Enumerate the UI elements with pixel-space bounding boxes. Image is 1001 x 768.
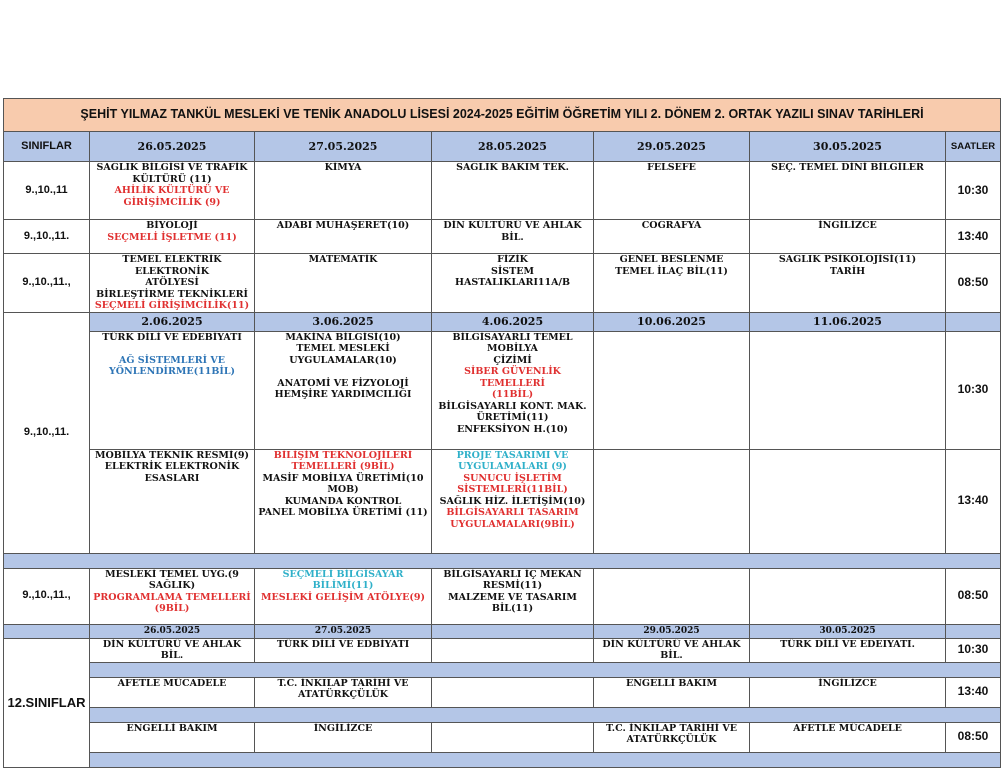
exam-subject-line: SAĞLIK) xyxy=(148,580,196,591)
date-cell-empty xyxy=(946,624,1001,638)
table-row xyxy=(4,162,1001,220)
exam-subject-line: GİRİŞİMCİLİK (9) xyxy=(123,196,221,208)
exam-subject-line: PROJE TASARIMI VE xyxy=(456,449,569,461)
exam-subject-line: BİRLEŞTİRME TEKNİKLERİ xyxy=(96,288,248,300)
exam-subject-line: SAĞLIK PSİKOLOJİSİ(11) xyxy=(778,254,917,265)
header-date: 26.05.2025 xyxy=(90,132,255,162)
time-cell: 10:30 xyxy=(946,638,1001,662)
exam-subject-line: MASİF MOBİLYA ÜRETİMİ(10 MOB) xyxy=(262,472,424,495)
grade12-date-row xyxy=(4,624,1001,638)
exam-subject-line: MESLEKİ GELİŞİM ATÖLYE(9) xyxy=(260,591,426,603)
exam-cell xyxy=(750,220,946,254)
table-row xyxy=(4,254,1001,313)
exam-subject-line: HEMŞİRE YARDIMCILIĞI xyxy=(274,389,412,400)
exam-subject-line: BİLGİSAYARLI KONT. MAK. xyxy=(438,400,587,412)
separator xyxy=(90,752,1001,767)
separator xyxy=(4,553,1001,568)
exam-cell xyxy=(90,677,255,707)
exam-cell xyxy=(255,331,432,449)
exam-cell xyxy=(255,162,432,220)
exam-cell xyxy=(432,677,594,707)
week2-date-row xyxy=(4,312,1001,331)
date-cell-empty xyxy=(4,624,90,638)
exam-subject-line: AHİLİK KÜLTÜRÜ VE xyxy=(114,185,230,196)
table-row xyxy=(4,677,1001,707)
exam-subject-line: ESASLARI xyxy=(144,472,200,484)
exam-subject-line: AĞ SİSTEMLERİ VE xyxy=(119,354,225,366)
exam-cell xyxy=(90,162,255,220)
exam-subject-line: SEÇMELİ BİLGİSAYAR BİLİMİ(11) xyxy=(282,568,404,591)
exam-subject-line: SİSTEM HASTALIKLARI11A/B xyxy=(455,265,570,288)
time-cell: 08:50 xyxy=(946,254,1001,313)
exam-subject-line: SAĞLIK BİLGİSİ VE TRAFİK xyxy=(96,162,248,173)
class-cell: 9.,10.,11., xyxy=(4,568,90,624)
exam-subject-line: TEMEL ELEKTRİK ELEKTRONİK xyxy=(122,254,222,277)
exam-cell xyxy=(594,722,750,752)
exam-cell xyxy=(432,638,594,662)
exam-subject-line: ADABI MUHAŞERET(10) xyxy=(276,220,410,231)
exam-subject-line: MATEMATİK xyxy=(308,254,378,265)
date-cell: 26.05.2025 xyxy=(90,624,255,638)
time-cell: 13:40 xyxy=(946,449,1001,553)
exam-subject-line: (11BİL) xyxy=(491,389,534,400)
exam-subject-line: DİN KÜLTÜRÜ VE AHLAK BİL. xyxy=(102,638,242,661)
separator-row xyxy=(4,662,1001,677)
exam-cell xyxy=(255,220,432,254)
date-cell: 30.05.2025 xyxy=(750,624,946,638)
date-cell: 10.06.2025 xyxy=(594,312,750,331)
exam-subject-line: SEÇMELİ İŞLETME (11) xyxy=(107,231,237,243)
exam-subject-line: KİMYA xyxy=(324,162,362,173)
exam-subject-line: COĞRAFYA xyxy=(641,220,702,231)
time-cell: 13:40 xyxy=(946,677,1001,707)
exam-subject-line: MOBİLYA TEKNİK RESMİ(9) xyxy=(94,449,249,461)
exam-subject-line: ATÖLYESİ xyxy=(145,277,199,288)
exam-cell xyxy=(90,254,255,313)
exam-cell xyxy=(594,331,750,449)
date-cell: 29.05.2025 xyxy=(594,624,750,638)
exam-subject-line: MALZEME VE TASARIM BİL(11) xyxy=(448,591,577,614)
exam-subject-line: T.C. İNKILAP TARİHİ VE xyxy=(277,677,409,689)
date-cell: 11.06.2025 xyxy=(750,312,946,331)
exam-cell xyxy=(750,331,946,449)
exam-subject-line: GENEL BESLENME xyxy=(619,254,724,265)
exam-cell xyxy=(750,722,946,752)
exam-cell xyxy=(750,568,946,624)
table-row xyxy=(4,722,1001,752)
schedule-table xyxy=(3,98,1001,768)
exam-cell xyxy=(750,638,946,662)
title-row xyxy=(4,99,1001,132)
date-cell: 4.06.2025 xyxy=(432,312,594,331)
exam-subject-line: AFETLE MÜCADELE xyxy=(117,677,227,689)
exam-subject-line: ÜRETİMİ(11) xyxy=(476,412,549,423)
exam-subject-line: TÜRK DİLİ VE EDEBİYATI xyxy=(102,331,242,343)
exam-cell xyxy=(594,638,750,662)
exam-subject-line: KUMANDA KONTROL xyxy=(284,495,402,507)
header-siniflar: SINIFLAR xyxy=(4,132,90,162)
exam-subject-line: TARİH xyxy=(829,265,866,277)
date-cell: 2.06.2025 xyxy=(90,312,255,331)
table-row xyxy=(4,638,1001,662)
exam-subject-line: ATATÜRKÇÜLÜK xyxy=(626,734,717,745)
time-cell: 10:30 xyxy=(946,162,1001,220)
date-cell: 27.05.2025 xyxy=(255,624,432,638)
time-cell: 08:50 xyxy=(946,722,1001,752)
exam-subject-line: ENGELLİ BAKIM xyxy=(625,677,717,689)
exam-subject-line: KÜLTÜRÜ (11) xyxy=(132,173,212,185)
exam-cell xyxy=(432,568,594,624)
exam-subject-line: ENGELLİ BAKIM xyxy=(126,722,218,734)
exam-subject-line: BİLGİSAYARLI TASARIM xyxy=(446,507,579,518)
exam-cell xyxy=(750,254,946,313)
document-title: ŞEHİT YILMAZ TANKÜL MESLEKİ VE TENİK ANADOLU LİSESİ 2024-2025 EĞİTİM ÖĞRETİM YILI 2. DÖNEM 2. ORTAK YAZILI SINAV TARİHLERİ xyxy=(4,99,1001,132)
exam-cell xyxy=(255,449,432,553)
exam-subject-line: BİLİŞİM TEKNOLOJİLERİ xyxy=(273,449,413,461)
exam-cell xyxy=(594,677,750,707)
exam-cell xyxy=(594,568,750,624)
exam-cell xyxy=(90,449,255,553)
exam-subject-line: BİLGİSAYARLI TEMEL MOBİLYA xyxy=(452,331,573,354)
table-row xyxy=(4,449,1001,553)
exam-cell xyxy=(432,449,594,553)
date-cell xyxy=(432,624,594,638)
class-cell: 9.,10.,11 xyxy=(4,162,90,220)
header-saatler: SAATLER xyxy=(946,132,1001,162)
exam-cell xyxy=(255,568,432,624)
exam-subject-line: MAKİNA BİLGİSİ(10) xyxy=(285,331,401,343)
header-date: 28.05.2025 xyxy=(432,132,594,162)
exam-subject-line: ANATOMİ VE FİZYOLOJİ xyxy=(277,377,409,389)
exam-subject-line: T.C. İNKILAP TARİHİ VE xyxy=(605,722,738,734)
class-cell: 9.,10.,11., xyxy=(4,254,90,313)
exam-subject-line: FELSEFE xyxy=(647,162,696,173)
exam-cell xyxy=(594,220,750,254)
header-date: 27.05.2025 xyxy=(255,132,432,162)
exam-subject-line: PANEL MOBİLYA ÜRETİMİ (11) xyxy=(258,507,428,518)
exam-cell xyxy=(90,568,255,624)
time-cell: 13:40 xyxy=(946,220,1001,254)
exam-cell xyxy=(255,254,432,313)
exam-cell xyxy=(432,162,594,220)
exam-subject-line: SEÇMELİ GİRİŞİMCİLİK(11) xyxy=(94,300,250,311)
exam-cell xyxy=(255,677,432,707)
exam-subject-line: SİBER GÜVENLİK TEMELLERİ xyxy=(464,366,561,389)
class-cell: 9.,10.,11. xyxy=(4,220,90,254)
exam-subject-line: AFETLE MÜCADELE xyxy=(793,722,902,734)
exam-subject-line: DİN KÜLTÜRÜ VE AHLAK BİL. xyxy=(443,220,582,243)
separator-row xyxy=(4,707,1001,722)
exam-subject-line xyxy=(257,366,429,378)
exam-subject-line: İNGİLİZCE xyxy=(818,677,877,689)
exam-subject-line xyxy=(92,343,252,355)
exam-subject-line: PROGRAMLAMA TEMELLERİ xyxy=(93,591,251,603)
exam-cell xyxy=(90,638,255,662)
table-row xyxy=(4,568,1001,624)
exam-cell xyxy=(432,220,594,254)
exam-subject-line: ENFEKSİYON H.(10) xyxy=(456,423,568,435)
exam-subject-line: (9BİL) xyxy=(154,603,190,614)
class-cell: 9.,10.,11. xyxy=(4,312,90,553)
exam-cell xyxy=(594,162,750,220)
exam-cell xyxy=(750,677,946,707)
exam-subject-line: DİN KÜLTÜRÜ VE AHLAK BİL. xyxy=(602,638,741,661)
exam-subject-line: FİZİK xyxy=(497,254,528,265)
exam-cell xyxy=(750,162,946,220)
exam-subject-line: TEMELLERİ (9BİL) xyxy=(291,461,395,472)
separator-row xyxy=(4,553,1001,568)
table-row xyxy=(4,331,1001,449)
exam-subject-line: SİSTEMLERİ(11BİL) xyxy=(457,484,568,495)
exam-cell xyxy=(255,722,432,752)
exam-subject-line: UYGULAMALARI(9BİL) xyxy=(450,518,575,530)
exam-cell xyxy=(750,449,946,553)
exam-schedule xyxy=(3,98,1000,768)
exam-subject-line: İNGİLİZCE xyxy=(818,220,877,231)
exam-subject-line: ATATÜRKÇÜLÜK xyxy=(297,689,389,700)
exam-subject-line: ÇİZİMİ xyxy=(493,354,532,366)
exam-subject-line: İNGİLİZCE xyxy=(313,722,373,734)
exam-subject-line: TÜRK DİLİ VE EDBİYATI xyxy=(276,638,410,650)
exam-subject-line: SAĞLIK BAKIM TEK. xyxy=(456,162,569,173)
exam-subject-line: RESMİ(11) xyxy=(482,580,543,591)
exam-subject-line: BİLGİSAYARLI İÇ MEKAN xyxy=(443,568,582,580)
date-cell: 3.06.2025 xyxy=(255,312,432,331)
header-row xyxy=(4,132,1001,162)
exam-cell xyxy=(255,638,432,662)
exam-cell xyxy=(90,722,255,752)
header-date: 29.05.2025 xyxy=(594,132,750,162)
separator xyxy=(90,707,1001,722)
exam-subject-line: UYGULAMALAR(10) xyxy=(289,354,397,366)
header-date: 30.05.2025 xyxy=(750,132,946,162)
exam-subject-line: MESLEKİ TEMEL UYG.(9 xyxy=(105,568,239,580)
separator xyxy=(90,662,1001,677)
exam-subject-line: BİYOLOJİ xyxy=(146,220,198,231)
exam-cell xyxy=(594,449,750,553)
exam-cell xyxy=(432,331,594,449)
exam-subject-line: TÜRK DİLİ VE EDEIYATI. xyxy=(780,638,915,650)
exam-cell xyxy=(90,331,255,449)
exam-subject-line: TEMEL MESLEKİ xyxy=(296,343,390,354)
exam-subject-line: TEMEL İLAÇ BİL(11) xyxy=(615,265,728,277)
exam-subject-line: UYGULAMALARI (9) xyxy=(458,461,567,472)
date-cell-empty xyxy=(946,312,1001,331)
exam-cell xyxy=(594,254,750,313)
table-row xyxy=(4,220,1001,254)
exam-subject-line: ELEKTRİK ELEKTRONİK xyxy=(104,461,240,472)
exam-subject-line: YÖNLENDİRME(11BİL) xyxy=(108,366,236,377)
class-cell: 12.SINIFLAR xyxy=(4,638,90,767)
exam-subject-line: SEÇ. TEMEL DİNİ BİLGİLER xyxy=(771,162,924,173)
time-cell: 10:30 xyxy=(946,331,1001,449)
exam-cell xyxy=(432,722,594,752)
exam-cell xyxy=(432,254,594,313)
time-cell: 08:50 xyxy=(946,568,1001,624)
exam-subject-line: SAĞLIK HİZ. İLETİŞİM(10) xyxy=(439,495,586,507)
exam-cell xyxy=(90,220,255,254)
separator-row xyxy=(4,752,1001,767)
exam-subject-line: SUNUCU İŞLETİM xyxy=(463,472,562,484)
